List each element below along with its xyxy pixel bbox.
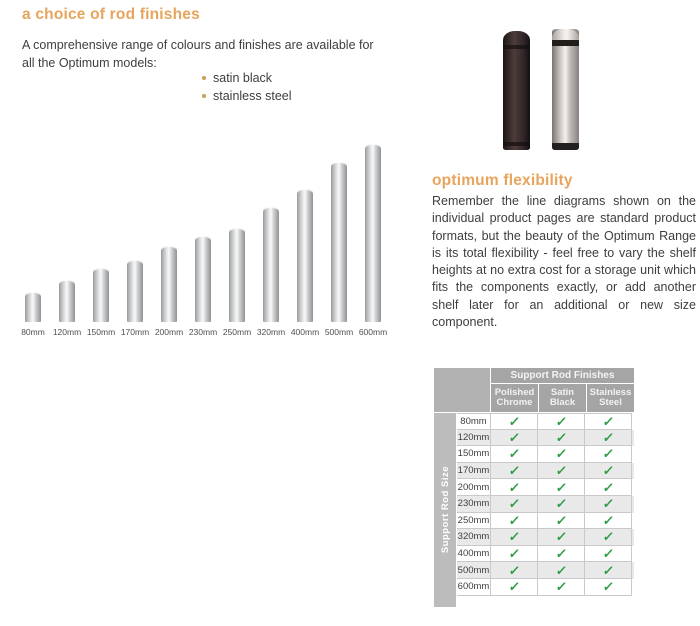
column-header: Polished Chrome bbox=[491, 384, 538, 412]
availability-cell bbox=[585, 529, 632, 546]
availability-cell bbox=[491, 562, 538, 579]
rod-column bbox=[118, 143, 152, 337]
table-row bbox=[457, 513, 634, 530]
rod-column bbox=[50, 143, 84, 337]
check-icon: ✓ bbox=[601, 562, 615, 578]
finish-availability-table bbox=[434, 368, 634, 608]
rod-size-label: 150mm bbox=[86, 327, 116, 337]
check-icon: ✓ bbox=[554, 529, 568, 545]
rod-size-label: 230mm bbox=[188, 327, 218, 337]
rod-size-cell: 600mm bbox=[457, 579, 491, 596]
rod-bar bbox=[127, 260, 143, 322]
rod-size-cell: 170mm bbox=[457, 463, 491, 480]
rod-size-cell: 400mm bbox=[457, 546, 491, 563]
rod-bar bbox=[263, 207, 279, 322]
rod-bar bbox=[161, 246, 177, 322]
page-title: a choice of rod finishes bbox=[22, 6, 200, 23]
rod-size-label: 120mm bbox=[52, 327, 82, 337]
availability-cell bbox=[585, 430, 632, 447]
check-icon: ✓ bbox=[554, 446, 568, 462]
check-icon: ✓ bbox=[554, 562, 568, 578]
availability-cell bbox=[491, 496, 538, 513]
column-header: Stainless Steel bbox=[587, 384, 634, 412]
check-icon: ✓ bbox=[554, 413, 568, 429]
check-icon: ✓ bbox=[554, 479, 568, 495]
availability-cell bbox=[491, 546, 538, 563]
check-icon: ✓ bbox=[507, 579, 521, 595]
table-row bbox=[457, 413, 634, 430]
rod-band bbox=[552, 40, 579, 46]
table-row bbox=[457, 430, 634, 447]
rod-size-label: 170mm bbox=[120, 327, 150, 337]
check-icon: ✓ bbox=[507, 512, 521, 528]
rod-band bbox=[552, 143, 579, 150]
rod-band bbox=[503, 45, 530, 49]
rod-size-label: 200mm bbox=[154, 327, 184, 337]
check-icon: ✓ bbox=[554, 579, 568, 595]
check-icon: ✓ bbox=[601, 479, 615, 495]
check-icon: ✓ bbox=[601, 512, 615, 528]
rod-size-label: 500mm bbox=[324, 327, 354, 337]
availability-cell bbox=[538, 562, 585, 579]
rod-column bbox=[254, 143, 288, 337]
bullet-label: satin black bbox=[213, 71, 273, 85]
availability-cell bbox=[491, 413, 538, 430]
bullet-dot bbox=[202, 94, 206, 98]
check-icon: ✓ bbox=[554, 546, 568, 562]
table-row bbox=[457, 529, 634, 546]
satin-black-rod-photo bbox=[503, 31, 530, 150]
rod-size-cell: 230mm bbox=[457, 496, 491, 513]
row-axis-label-text: Support Rod Size bbox=[439, 466, 451, 554]
check-icon: ✓ bbox=[507, 529, 521, 545]
check-icon: ✓ bbox=[601, 429, 615, 445]
rod-size-cell: 150mm bbox=[457, 446, 491, 463]
check-icon: ✓ bbox=[554, 496, 568, 512]
availability-cell bbox=[538, 463, 585, 480]
rod-column bbox=[356, 143, 390, 337]
bullet-item bbox=[202, 88, 292, 106]
rod-size-chart bbox=[16, 143, 390, 337]
stainless-steel-rod-photo bbox=[552, 29, 579, 150]
availability-cell bbox=[538, 513, 585, 530]
rod-size-cell: 500mm bbox=[457, 562, 491, 579]
table-row bbox=[457, 463, 634, 480]
rod-size-cell: 80mm bbox=[457, 413, 491, 430]
rod-column bbox=[322, 143, 356, 337]
availability-cell bbox=[491, 513, 538, 530]
flexibility-title: optimum flexibility bbox=[432, 172, 573, 189]
rod-bar bbox=[331, 162, 347, 322]
intro-text: A comprehensive range of colours and finishes are available for all the Optimum models: bbox=[22, 38, 374, 71]
availability-cell bbox=[538, 446, 585, 463]
table-row bbox=[457, 579, 634, 596]
availability-cell bbox=[491, 529, 538, 546]
rod-size-label: 400mm bbox=[290, 327, 320, 337]
availability-cell bbox=[585, 513, 632, 530]
availability-cell bbox=[585, 562, 632, 579]
bullet-dot bbox=[202, 76, 206, 80]
availability-cell bbox=[585, 546, 632, 563]
availability-cell bbox=[538, 546, 585, 563]
availability-cell bbox=[491, 446, 538, 463]
check-icon: ✓ bbox=[507, 429, 521, 445]
check-icon: ✓ bbox=[507, 413, 521, 429]
bullet-label: stainless steel bbox=[213, 88, 292, 103]
column-header: Satin Black bbox=[539, 384, 586, 412]
check-icon: ✓ bbox=[601, 496, 615, 512]
rod-bar bbox=[93, 268, 109, 322]
check-icon: ✓ bbox=[507, 446, 521, 462]
check-icon: ✓ bbox=[507, 546, 521, 562]
availability-cell bbox=[491, 479, 538, 496]
rod-bar bbox=[365, 144, 381, 322]
table-column-headers bbox=[491, 384, 634, 412]
rod-bar bbox=[25, 292, 41, 322]
check-icon: ✓ bbox=[507, 479, 521, 495]
rod-bar bbox=[195, 236, 211, 322]
table-row bbox=[457, 546, 634, 563]
availability-cell bbox=[585, 446, 632, 463]
availability-cell bbox=[538, 529, 585, 546]
table-title: Support Rod Finishes bbox=[491, 368, 634, 383]
table-corner-block bbox=[434, 368, 490, 412]
rod-column bbox=[288, 143, 322, 337]
check-icon: ✓ bbox=[507, 496, 521, 512]
availability-cell bbox=[491, 463, 538, 480]
rod-column bbox=[186, 143, 220, 337]
check-icon: ✓ bbox=[601, 463, 615, 479]
availability-cell bbox=[538, 479, 585, 496]
rod-size-cell: 250mm bbox=[457, 513, 491, 530]
check-icon: ✓ bbox=[507, 562, 521, 578]
table-body bbox=[457, 413, 634, 596]
check-icon: ✓ bbox=[554, 512, 568, 528]
availability-cell bbox=[538, 430, 585, 447]
availability-cell bbox=[538, 496, 585, 513]
finish-bullet-list bbox=[202, 70, 292, 105]
check-icon: ✓ bbox=[601, 413, 615, 429]
bullet-item bbox=[202, 70, 292, 88]
check-icon: ✓ bbox=[601, 529, 615, 545]
rod-size-label: 80mm bbox=[21, 327, 45, 337]
rod-bar bbox=[229, 228, 245, 322]
rod-cap bbox=[552, 29, 579, 40]
check-icon: ✓ bbox=[601, 579, 615, 595]
rod-band bbox=[503, 142, 530, 146]
rod-column bbox=[84, 143, 118, 337]
availability-cell bbox=[585, 413, 632, 430]
table-row bbox=[457, 562, 634, 579]
check-icon: ✓ bbox=[601, 446, 615, 462]
availability-cell bbox=[538, 579, 585, 596]
rod-size-cell: 120mm bbox=[457, 430, 491, 447]
row-axis-label bbox=[434, 413, 456, 607]
rod-column bbox=[220, 143, 254, 337]
rod-size-label: 250mm bbox=[222, 327, 252, 337]
check-icon: ✓ bbox=[554, 463, 568, 479]
table-row bbox=[457, 479, 634, 496]
rod-size-label: 600mm bbox=[358, 327, 388, 337]
availability-cell bbox=[585, 463, 632, 480]
rod-size-cell: 320mm bbox=[457, 529, 491, 546]
availability-cell bbox=[585, 479, 632, 496]
check-icon: ✓ bbox=[507, 463, 521, 479]
rod-size-label: 320mm bbox=[256, 327, 286, 337]
rod-column bbox=[152, 143, 186, 337]
availability-cell bbox=[585, 579, 632, 596]
rod-bar bbox=[297, 189, 313, 322]
rod-bar bbox=[59, 280, 75, 322]
availability-cell bbox=[585, 496, 632, 513]
rod-size-cell: 200mm bbox=[457, 479, 491, 496]
table-row bbox=[457, 446, 634, 463]
check-icon: ✓ bbox=[554, 429, 568, 445]
rod-column bbox=[16, 143, 50, 337]
availability-cell bbox=[491, 430, 538, 447]
flexibility-body: Remember the line diagrams shown on the individual product pages are standard product formats, but the beauty of the Optimum Range is its total flexibility - feel free to vary the shelf heights at no extra cost for a storage unit which fits the components exactly, or add another shelf later for an additional or new size component. bbox=[432, 194, 696, 330]
availability-cell bbox=[538, 413, 585, 430]
availability-cell bbox=[491, 579, 538, 596]
table-row bbox=[457, 496, 634, 513]
check-icon: ✓ bbox=[601, 546, 615, 562]
